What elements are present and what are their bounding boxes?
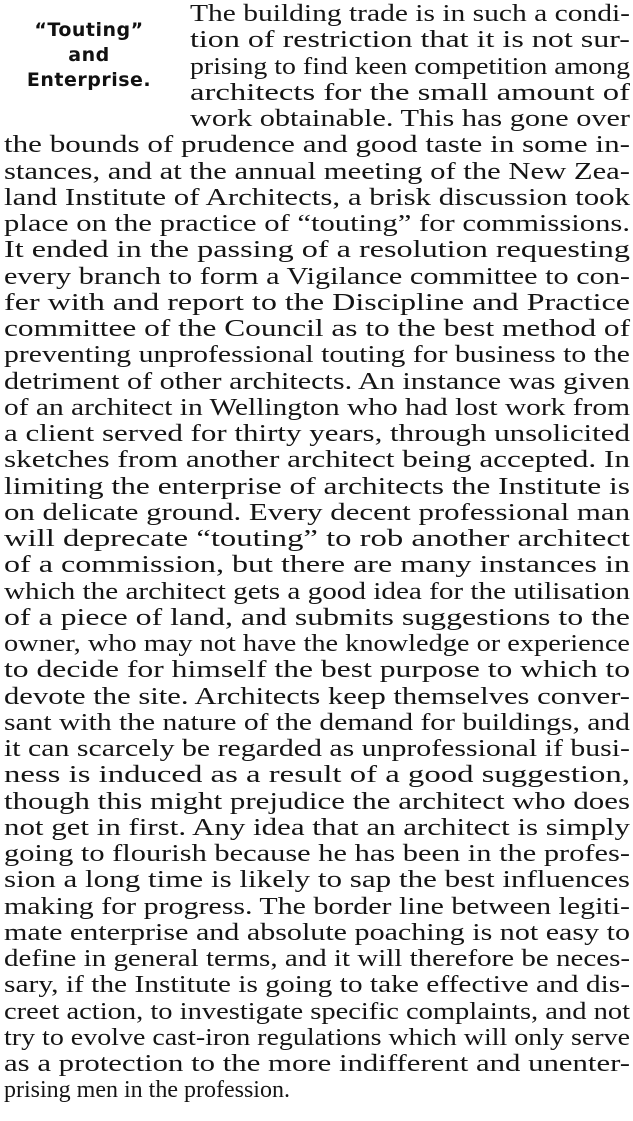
body-line: It ended in the passing of a resolution requesting — [4, 237, 630, 264]
body-line: sion a long time is likely to sap the best influences — [4, 867, 631, 894]
body-line: The building trade is in such a condi- — [190, 1, 630, 27]
body-line: a client served for thirty years, through unsolicited — [4, 421, 631, 447]
body-line: stances, and at the annual meeting of the New Zea- — [4, 158, 630, 185]
body-line: the bounds of prudence and good taste in some in- — [4, 132, 630, 159]
body-line: to decide for himself the best purpose to which to — [4, 657, 631, 684]
body-line: define in general terms, and it will therefore be neces- — [4, 946, 631, 972]
body-line: architects for the small amount of — [190, 79, 630, 106]
body-line: place on the practice of “touting” for commissions. — [4, 211, 630, 237]
body-line: devote the site. Architects keep themselves conver- — [4, 683, 631, 710]
body-line: sketches from another architect being accepted. In — [4, 447, 630, 474]
body-line: though this might prejudice the architect who does — [4, 788, 631, 815]
body-line: as a protection to the more indifferent and unenter- — [4, 1051, 631, 1077]
body-line: sary, if the Institute is going to take effective and dis- — [4, 972, 631, 999]
heading-line-3: Enterprise. — [26, 69, 152, 91]
body-line: of a commission, but there are many instances in — [4, 552, 630, 579]
body-line: committee of the Council as to the best method of — [4, 316, 631, 342]
body-line: fer with and report to the Discipline and Practice — [4, 289, 631, 316]
body-line: not get in first. Any idea that an architect is simply — [4, 814, 630, 841]
body-line: limiting the enterprise of architects the Institute is — [4, 473, 631, 500]
body-line: prising men in the profession. — [4, 1077, 290, 1104]
body-line: work obtainable. This has gone over — [190, 106, 630, 132]
body-line: try to evolve cast-iron regulations which will only serve — [4, 1024, 631, 1051]
body-line: going to flourish because he has been in the profes- — [4, 841, 631, 867]
body-line: mate enterprise and absolute poaching is not easy to — [4, 919, 631, 946]
body-line: preventing unprofessional touting for business to the — [4, 342, 631, 369]
body-line: land Institute of Architects, a brisk discussion took — [4, 184, 631, 211]
body-line: on delicate ground. Every decent professional man — [4, 499, 631, 526]
body-line: sant with the nature of the demand for buildings, and — [4, 709, 630, 736]
body-line: tion of restriction that it is not sur- — [190, 27, 630, 54]
body-line: of an architect in Wellington who had lost work from — [4, 394, 631, 421]
body-line: prising to find keen competition among — [190, 53, 630, 80]
body-line: detriment of other architects. An instance was given — [4, 368, 630, 395]
body-line: making for progress. The border line between legiti- — [4, 893, 630, 920]
heading-line-2: and — [68, 44, 110, 66]
body-line: owner, who may not have the knowledge or experience — [4, 631, 630, 657]
body-line: every branch to form a Vigilance committee to con- — [4, 263, 631, 290]
body-line: ness is induced as a result of a good suggestion, — [4, 762, 630, 789]
body-line: will deprecate “touting” to rob another architect — [4, 526, 631, 552]
body-line: creet action, to investigate specific complaints, and not — [4, 998, 630, 1025]
heading-line-1: “Touting” — [34, 19, 144, 41]
article-heading — [4, 18, 174, 93]
body-line: of a piece of land, and submits suggestions to the — [4, 604, 631, 631]
body-line: it can scarcely be regarded as unprofessional if busi- — [4, 736, 630, 762]
body-line: which the architect gets a good idea for the utilisation — [4, 578, 630, 605]
